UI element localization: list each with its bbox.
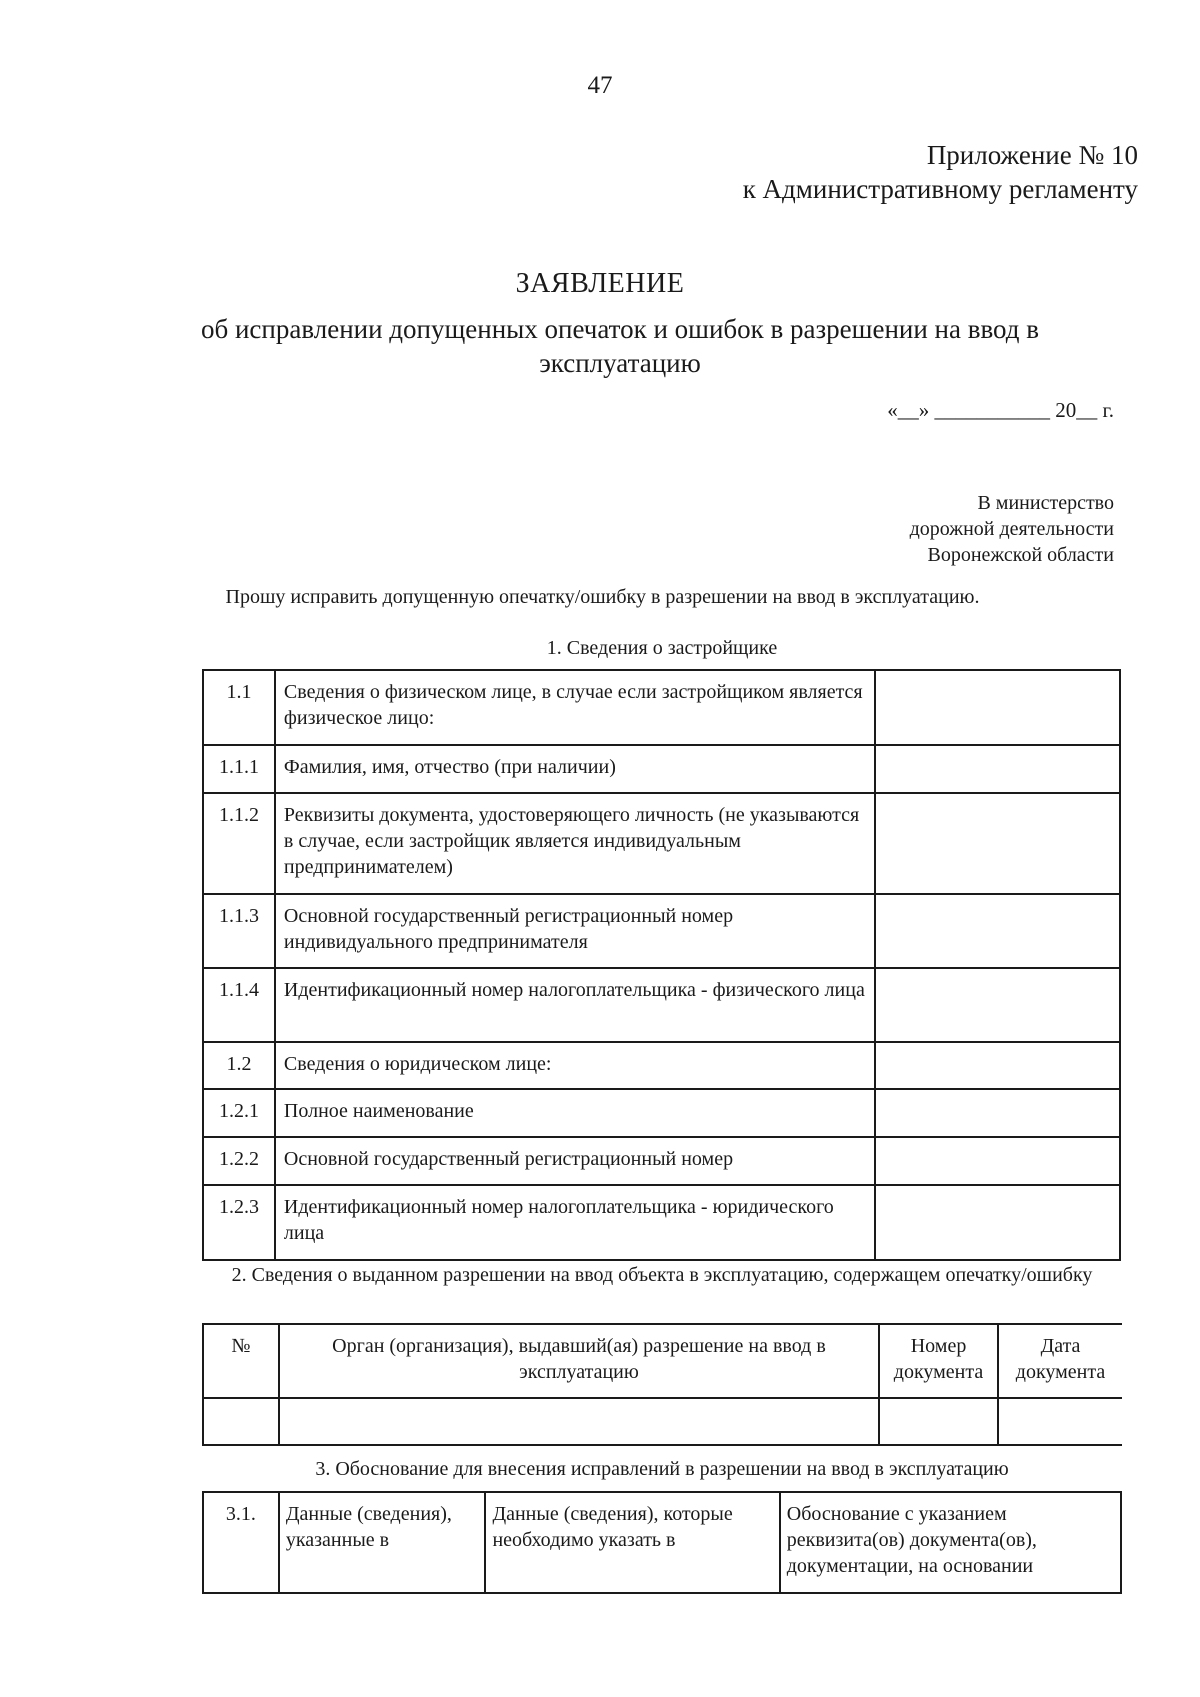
table-row — [203, 745, 1120, 793]
row-value-field[interactable] — [875, 1042, 1120, 1089]
row-value-field[interactable] — [875, 1089, 1120, 1137]
cell-doc-date-field[interactable] — [998, 1398, 1122, 1445]
row-number: 1.1.4 — [203, 968, 275, 1042]
row-number: 1.1 — [203, 670, 275, 745]
correction-basis-table — [202, 1491, 1122, 1594]
cell-doc-number-field[interactable] — [879, 1398, 998, 1445]
table-row — [203, 1185, 1120, 1260]
table-row — [203, 793, 1120, 894]
table-row — [203, 1089, 1120, 1137]
developer-info-table — [202, 669, 1121, 1261]
row-value-field[interactable] — [875, 894, 1120, 968]
row-label: Сведения о юридическом лице: — [275, 1042, 875, 1089]
row-value-field[interactable] — [875, 793, 1120, 894]
appendix-header — [743, 138, 1138, 206]
header-number: № — [203, 1324, 279, 1398]
document-subtitle: об исправлении допущенных опечаток и ошибок в разрешении на ввод в эксплуатацию — [201, 314, 1039, 378]
row-label: Идентификационный номер налогоплательщика - физического лица — [275, 968, 875, 1042]
row-number: 1.2.3 — [203, 1185, 275, 1260]
required-data-header: Данные (сведения), которые необходимо указать в — [485, 1492, 779, 1593]
appendix-line-2: к Административному регламенту — [742, 174, 1138, 204]
row-number: 1.2 — [203, 1042, 275, 1089]
table-row — [203, 1137, 1120, 1185]
request-text: Прошу исправить допущенную опечатку/ошибку в разрешении на ввод в эксплуатацию. — [225, 586, 980, 608]
row-number: 1.1.1 — [203, 745, 275, 793]
appendix-line-1: Приложение № 10 — [926, 140, 1138, 170]
section-2-title: 2. Сведения о выданном разрешении на ввод объекта в эксплуатацию, содержащем опечатку/ошибку — [231, 1264, 1093, 1286]
table-row — [203, 1398, 1122, 1445]
table-row — [203, 968, 1120, 1042]
addressee-line-2: дорожной деятельности — [909, 518, 1114, 540]
row-value-field[interactable] — [875, 1137, 1120, 1185]
row-label: Фамилия, имя, отчество (при наличии) — [275, 745, 875, 793]
current-data-header: Данные (сведения), указанные в — [279, 1492, 486, 1593]
cell-number-field[interactable] — [203, 1398, 279, 1445]
addressee-line-3: Воронежской области — [927, 544, 1114, 566]
header-organ: Орган (организация), выдавший(ая) разрешение на ввод в эксплуатацию — [279, 1324, 879, 1398]
table-row — [203, 670, 1120, 745]
justification-header: Обоснование с указанием реквизита(ов) документа(ов), документации, на основании — [780, 1492, 1121, 1593]
row-label: Сведения о физическом лице, в случае если застройщиком является физическое лицо: — [275, 670, 875, 745]
row-label: Основной государственный регистрационный номер — [275, 1137, 875, 1185]
row-number: 1.1.2 — [203, 793, 275, 894]
table-row — [203, 1492, 1121, 1593]
row-label: Идентификационный номер налогоплательщика - юридического лица — [275, 1185, 875, 1260]
addressee-line-1: В министерство — [977, 492, 1114, 514]
row-value-field[interactable] — [875, 745, 1120, 793]
date-line: «__» ___________ 20__ г. — [887, 398, 1114, 422]
permit-info-table — [202, 1323, 1122, 1446]
row-number: 1.2.2 — [203, 1137, 275, 1185]
row-number: 1.1.3 — [203, 894, 275, 968]
table-header-row — [203, 1324, 1122, 1398]
row-value-field[interactable] — [875, 968, 1120, 1042]
row-number: 1.2.1 — [203, 1089, 275, 1137]
row-value-field[interactable] — [875, 1185, 1120, 1260]
table-row — [203, 894, 1120, 968]
row-label: Реквизиты документа, удостоверяющего личность (не указываются в случае, если застройщик является индивидуальным предпринимателем) — [275, 793, 875, 894]
page-number: 47 — [587, 72, 613, 99]
row-value-field[interactable] — [875, 670, 1120, 745]
document-title: ЗАЯВЛЕНИЕ — [515, 268, 685, 299]
addressee — [910, 490, 1114, 568]
section-3-title: 3. Обоснование для внесения исправлений в разрешении на ввод в эксплуатацию — [315, 1458, 1009, 1480]
header-doc-number: Номер документа — [879, 1324, 998, 1398]
cell-organ-field[interactable] — [279, 1398, 879, 1445]
table-row — [203, 1042, 1120, 1089]
row-number: 3.1. — [203, 1492, 279, 1593]
row-label: Полное наименование — [275, 1089, 875, 1137]
row-label: Основной государственный регистрационный номер индивидуального предпринимателя — [275, 894, 875, 968]
header-doc-date: Дата документа — [998, 1324, 1122, 1398]
section-1-title: 1. Сведения о застройщике — [546, 637, 778, 659]
